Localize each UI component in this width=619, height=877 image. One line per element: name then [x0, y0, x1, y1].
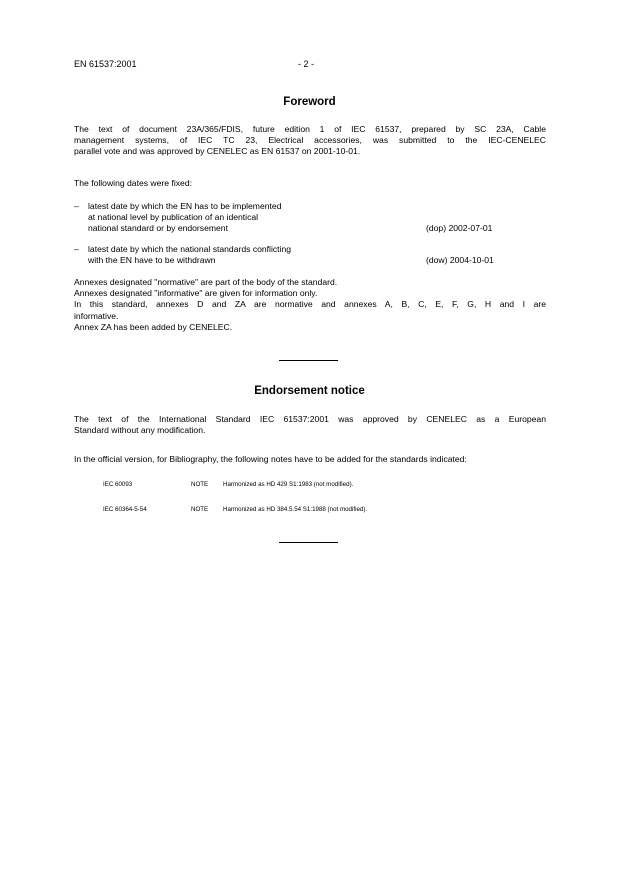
- note-standard: IEC 60093: [103, 481, 133, 488]
- section-divider: [279, 542, 338, 543]
- foreword-intro-line: management systems, of IEC TC 23, Electrical accessories, was submitted to the IEC-CENELEC: [74, 135, 546, 146]
- date-item-line: with the EN have to be withdrawn: [88, 255, 216, 265]
- date-item-code: (dow) 2004-10-01: [426, 255, 494, 265]
- note-standard: IEC 60364-5-54: [103, 506, 147, 513]
- note-text: Harmonized as HD 384.5.54 S1:1988 (not modified).: [223, 506, 368, 513]
- bibliography-intro: In the official version, for Bibliography, the following notes have to be added for the standards indicated:: [74, 454, 467, 464]
- note-label: NOTE: [191, 481, 209, 488]
- list-dash: –: [74, 201, 79, 211]
- date-item-code: (dop) 2002-07-01: [426, 223, 493, 233]
- annex-line: Annexes designated "normative" are part of the body of the standard.: [74, 277, 338, 287]
- date-item-line: national standard or by endorsement: [88, 223, 228, 233]
- endorsement-title: Endorsement notice: [254, 385, 365, 397]
- note-text: Harmonized as HD 429 S1:1983 (not modified).: [223, 481, 354, 488]
- endorsement-line: Standard without any modification.: [74, 425, 206, 436]
- foreword-title: Foreword: [283, 96, 336, 108]
- page-number: - 2 -: [298, 59, 315, 69]
- annex-notes: [74, 277, 546, 333]
- note-label: NOTE: [191, 506, 209, 513]
- foreword-intro-line: The text of document 23A/365/FDIS, future edition 1 of IEC 61537, prepared by SC 23A, Cable: [74, 124, 546, 134]
- list-dash: –: [74, 244, 79, 254]
- date-item-line: at national level by publication of an identical: [88, 212, 259, 222]
- section-divider: [279, 360, 338, 361]
- foreword-intro-line: parallel vote and was approved by CENELEC as EN 61537 on 2001-10-01.: [74, 146, 361, 157]
- endorsement-line: The text of the International Standard IEC 61537:2001 was approved by CENELEC as a European: [74, 414, 546, 424]
- document-id: EN 61537:2001: [74, 59, 137, 69]
- date-item-line: latest date by which the EN has to be implemented: [88, 201, 282, 211]
- dates-intro: The following dates were fixed:: [74, 178, 192, 188]
- date-item-line: latest date by which the national standards conflicting: [88, 244, 292, 254]
- annex-line: Annex ZA has been added by CENELEC.: [74, 321, 233, 332]
- date-item-dop: [74, 201, 546, 237]
- annex-line: Annexes designated "informative" are given for information only.: [74, 288, 318, 299]
- endorsement-text: [74, 414, 546, 436]
- foreword-intro: [74, 124, 546, 158]
- annex-line: In this standard, annexes D and ZA are normative and annexes A, B, C, E, F, G, H and I are: [74, 299, 546, 310]
- annex-line: informative.: [74, 310, 119, 321]
- date-item-dow: [74, 244, 546, 268]
